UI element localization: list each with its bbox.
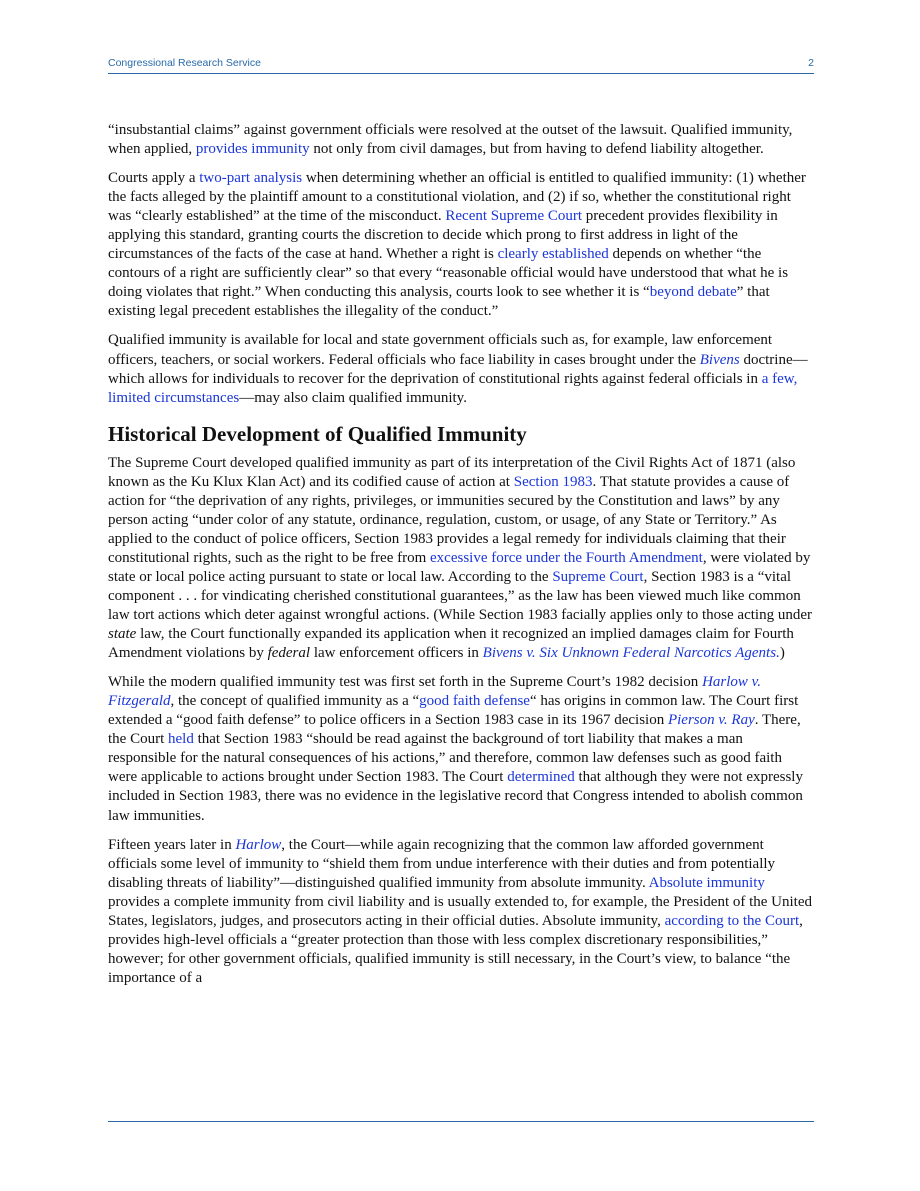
text: not only from civil damages, but from having to defend liability altogether. — [309, 141, 764, 158]
link-limited-circumstances[interactable]: a few, limited circumstances — [108, 370, 798, 406]
italic-text: federal — [267, 645, 311, 662]
section-heading: Historical Development of Qualified Immunity — [108, 421, 527, 446]
link-two-part-analysis[interactable]: two-part analysis — [199, 170, 303, 187]
text: ) — [779, 645, 785, 662]
text: Qualified immunity is available for local and state government officials such as, for example, law enforcement officers, teachers, or social workers. Federal officials who face liability in cases brought under the — [108, 332, 773, 368]
link-recent-supreme-court[interactable]: Recent Supreme Court — [445, 208, 583, 225]
text: , provides high-level officials a “greater protection than those with less complex discretionary responsibilities,” however; for other government officials, qualified immunity is still necessary, in the Court’s view, to balance “the importance of a — [108, 912, 803, 986]
text: Fifteen years later in — [108, 836, 236, 853]
text: depends on whether “the contours of a right are sufficiently clear” so that every “reasonable official would have understood that what he is doing violates that right.” When conducting this analysis, courts look to see whether it is “ — [108, 246, 789, 301]
text: , the Court—while again recognizing that the common law afforded government officials some level of immunity to “shield them from undue interference with their duties and from potentially disabling threats of liability”—distinguished qualified immunity from absolute immunity. — [108, 836, 776, 891]
text: —may also claim qualified immunity. — [239, 389, 467, 406]
link-beyond-debate[interactable]: beyond debate — [649, 284, 737, 301]
text: precedent provides flexibility in applying this standard, granting courts the discretion to decide which prong to first address in light of the circumstances of the facts of the case at hand. Whether a right is — [108, 208, 778, 263]
text: ” that existing legal precedent establishes the illegality of the conduct.” — [108, 284, 770, 320]
link-provides-immunity[interactable]: provides immunity — [195, 141, 310, 158]
text: “ has origins in common law. The Court first extended a “good faith defense” to police officers in a Section 1983 case in its 1967 decision — [108, 693, 799, 729]
text: provides a complete immunity from civil liability and is usually extended to, for example, the President of the United States, legislators, judges, and prosecutors acting in their official duties. Absolute immunity, — [108, 893, 813, 929]
text: , were violated by state or local police acting pursuant to state or local law. According to the — [108, 549, 811, 585]
text: that Section 1983 “should be read against the background of tort liability that makes a man responsible for the natural consequences of his actions,” and therefore, common law defenses such as good faith were applicable to actions brought under Section 1983. The Court — [108, 731, 782, 786]
text: law, the Court functionally expanded its application when it recognized an implied damages claim for Fourth Amendment violations by — [108, 626, 794, 662]
paragraph-2 — [108, 169, 814, 321]
link-harlow-v-fitzgerald[interactable]: Harlow v. Fitzgerald — [108, 674, 761, 710]
text: “insubstantial claims” against government officials were resolved at the outset of the lawsuit. Qualified immunity, when applied, — [108, 122, 793, 158]
paragraph-1 — [108, 121, 814, 159]
page-header — [108, 57, 814, 73]
paragraph-5 — [108, 673, 814, 825]
text: law enforcement officers in — [310, 645, 483, 662]
footer-rule — [108, 1121, 814, 1122]
text: . There, the Court — [108, 712, 801, 748]
header-source: Congressional Research Service — [108, 57, 261, 69]
text: doctrine—which allows for individuals to recover for the deprivation of constitutional rights against federal officials in — [108, 351, 808, 387]
text: Courts apply a — [108, 170, 200, 187]
paragraph-4 — [108, 454, 814, 664]
link-excessive-force[interactable]: excessive force under the Fourth Amendment — [430, 549, 703, 566]
link-absolute-immunity[interactable]: Absolute immunity — [648, 874, 765, 891]
link-determined[interactable]: determined — [507, 769, 575, 786]
text: The Supreme Court developed qualified immunity as part of its interpretation of the Civil Rights Act of 1871 (also known as the Ku Klux Klan Act) and its codified cause of action at — [108, 454, 796, 490]
italic-text: state — [108, 626, 137, 643]
text: While the modern qualified immunity test was first set forth in the Supreme Court’s 1982 decision — [108, 674, 703, 691]
link-bivens[interactable]: Bivens — [699, 351, 740, 368]
link-harlow[interactable]: Harlow — [235, 836, 282, 853]
paragraph-3 — [108, 331, 814, 407]
link-section-1983[interactable]: Section 1983 — [513, 473, 593, 490]
link-according-to-the-court[interactable]: according to the Court — [664, 912, 800, 929]
text: . That statute provides a cause of action for “the deprivation of any rights, privileges, or immunities secured by the Constitution and laws” by any person acting “under color of any statute, ordinance, regulation, custom, or usage, of any State or Territory.” As applied to the conduct of police officers, Section 1983 provides a legal remedy for individuals claiming that their constitutional rights, such as the right to be free from — [108, 473, 790, 566]
text: , Section 1983 is a “vital component . . . for vindicating cherished constitutional guarantees,” as the law has been viewed much like common law tort actions which deter against wrongful actions. (While Section 1983 facially applies only to those acting under — [108, 568, 812, 624]
link-good-faith-defense[interactable]: good faith defense — [419, 693, 530, 710]
link-held[interactable]: held — [168, 731, 194, 748]
text: , the concept of qualified immunity as a “ — [170, 693, 420, 710]
header-rule — [108, 73, 814, 74]
paragraph-6 — [108, 836, 814, 988]
link-pierson-v-ray[interactable]: Pierson v. Ray — [667, 712, 755, 729]
text: when determining whether an official is entitled to qualified immunity: (1) whether the facts alleged by the plaintiff amount to a constitutional violation, and (2) if so, whether the constitutional right was “clearly established” at the time of the misconduct. — [108, 170, 806, 225]
link-clearly-established[interactable]: clearly established — [497, 246, 609, 263]
text: that although they were not expressly included in Section 1983, there was no evidence in the legislative record that Congress intended to abolish common law immunities. — [108, 769, 803, 824]
document-body — [108, 121, 814, 998]
page-number: 2 — [808, 57, 814, 69]
link-bivens-case[interactable]: Bivens v. Six Unknown Federal Narcotics Agents. — [482, 645, 780, 662]
link-supreme-court[interactable]: Supreme Court — [552, 568, 644, 585]
